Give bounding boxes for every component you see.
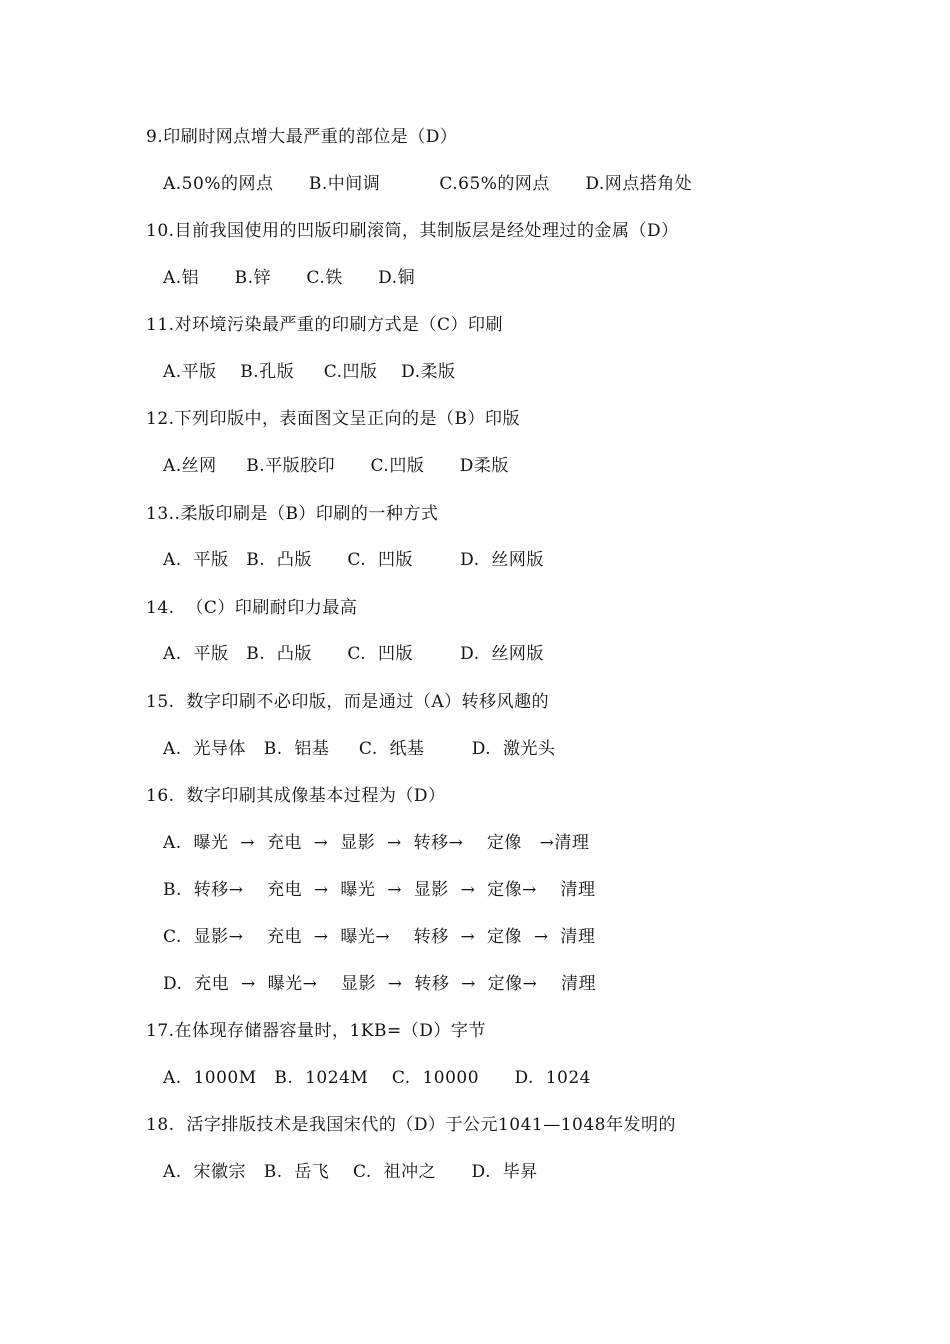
options-14: A. 平版 B. 凸版 C. 凹版 D. 丝网版 bbox=[163, 644, 544, 664]
question-16: 16. 数字印刷其成像基本过程为（D） bbox=[146, 786, 446, 806]
options-12: A.丝网 B.平版胶印 C.凹版 D柔版 bbox=[163, 456, 509, 476]
question-11: 11.对环境污染最严重的印刷方式是（C）印刷 bbox=[146, 315, 504, 335]
question-14: 14. （C）印刷耐印力最高 bbox=[146, 598, 358, 618]
options-13: A. 平版 B. 凸版 C. 凹版 D. 丝网版 bbox=[163, 550, 544, 570]
options-18: A. 宋徽宗 B. 岳飞 C. 祖冲之 D. 毕昇 bbox=[163, 1162, 538, 1182]
options-11: A.平版 B.孔版 C.凹版 D.柔版 bbox=[163, 362, 456, 382]
options-15: A. 光导体 B. 铝基 C. 纸基 D. 激光头 bbox=[163, 739, 556, 759]
options-16-c: C. 显影→ 充电 → 曝光→ 转移 → 定像 → 清理 bbox=[163, 927, 596, 947]
question-15: 15. 数字印刷不必印版，而是通过（A）转移风趣的 bbox=[146, 692, 550, 712]
options-9: A.50%的网点 B.中间调 C.65%的网点 D.网点搭角处 bbox=[163, 174, 693, 194]
options-16-d: D. 充电 → 曝光→ 显影 → 转移 → 定像→ 清理 bbox=[163, 974, 597, 994]
question-12: 12.下列印版中，表面图文呈正向的是（B）印版 bbox=[146, 409, 521, 429]
options-16-a: A. 曝光 → 充电 → 显影 → 转移→ 定像 →清理 bbox=[163, 833, 590, 853]
question-17: 17.在体现存储器容量时，1KB=（D）字节 bbox=[146, 1021, 486, 1041]
options-10: A.铝 B.锌 C.铁 D.铜 bbox=[163, 268, 416, 288]
options-16-b: B. 转移→ 充电 → 曝光 → 显影 → 定像→ 清理 bbox=[163, 880, 596, 900]
question-13: 13..柔版印刷是（B）印刷的一种方式 bbox=[146, 504, 439, 524]
question-9: 9.印刷时网点增大最严重的部位是（D） bbox=[146, 127, 458, 147]
question-10: 10.目前我国使用的凹版印刷滚筒，其制版层是经处理过的金属（D） bbox=[146, 221, 679, 241]
question-18: 18. 活字排版技术是我国宋代的（D）于公元1041—1048年发明的 bbox=[146, 1115, 676, 1135]
options-17: A. 1000M B. 1024M C. 10000 D. 1024 bbox=[163, 1068, 591, 1088]
